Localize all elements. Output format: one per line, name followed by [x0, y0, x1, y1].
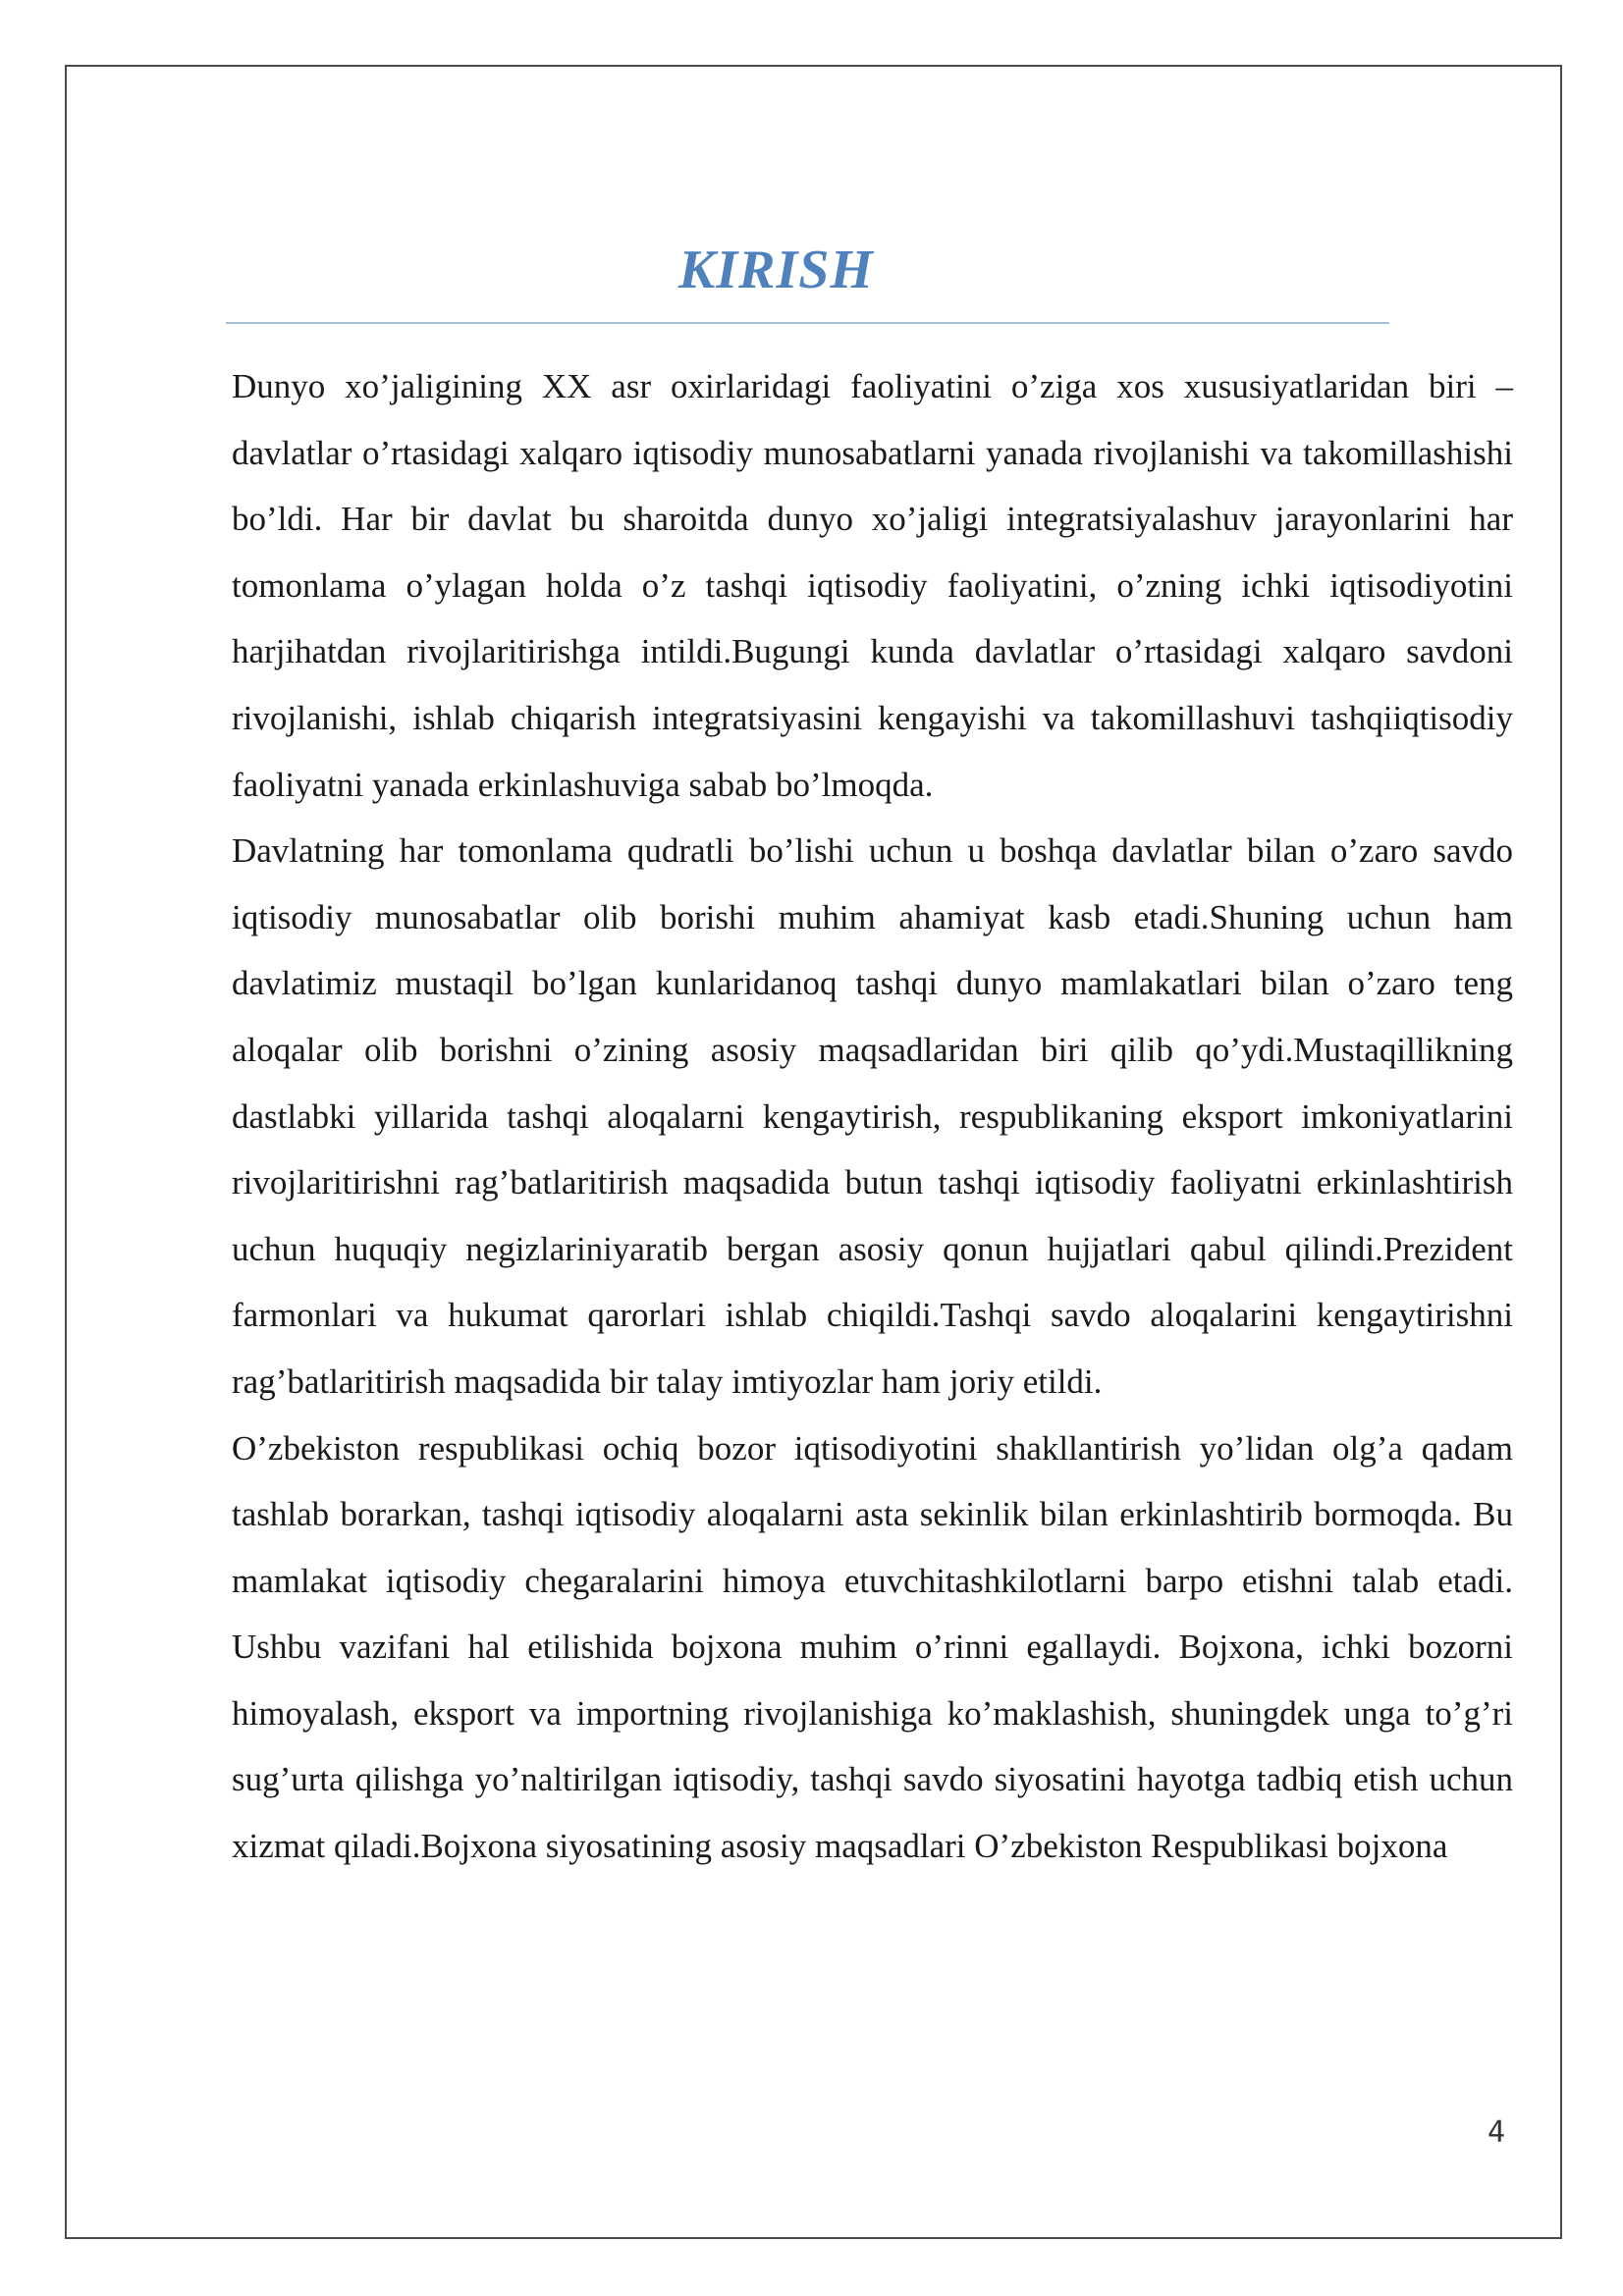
- heading-underline: [226, 322, 1389, 324]
- page-number: 4: [1487, 2115, 1505, 2150]
- body-text: [232, 353, 1513, 1880]
- section-heading: [226, 236, 1389, 304]
- paragraph-1: Dunyo xo’jaligining XX asr oxirlaridagi faoliyatini o’ziga xos xususiyatlaridan biri – davlatlar o’rtasidagi xalqaro iqtisodiy munosabatlarni yanada rivojlanishi va takomillashishi bo’ldi. Har bir davlat bu sharoitda dunyo xo’jaligi integratsiyalashuv jarayonlarini har tomonlama o’ylagan holda o’z tashqi iqtisodiy faoliyatini, o’zning ichki iqtisodiyotini harjihatdan rivojlaritirishga intildi.Bugungi kunda davlatlar o’rtasidagi xalqaro savdoni rivojlanishi, ishlab chiqarish integratsiyasini kengayishi va takomillashuvi tashqiiqtisodiy faoliyatni yanada erkinlashuviga sabab bo’lmoqda.: [232, 367, 1513, 804]
- paragraph-2: Davlatning har tomonlama qudratli bo’lishi uchun u boshqa davlatlar bilan o’zaro savdo iqtisodiy munosabatlar olib borishi muhim ahamiyat kasb etadi.Shuning uchun ham davlatimiz mustaqil bo’lgan kunlaridanoq tashqi dunyo mamlakatlari bilan o’zaro teng aloqalar olib borishni o’zining asosiy maqsadlaridan biri qilib qo’ydi.Mustaqillikning dastlabki yillarida tashqi aloqalarni kengaytirish, respublikaning eksport imkoniyatlarini rivojlaritirishni rag’batlaritirish maqsadida butun tashqi iqtisodiy faoliyatni erkinlashtirish uchun huquqiy negizlariniyaratib bergan asosiy qonun hujjatlari qabul qilindi.Prezident farmonlari va hukumat qarorlari ishlab chiqildi.Tashqi savdo aloqalarini kengaytirishni rag’batlaritirish maqsadida bir talay imtiyozlar ham joriy etildi.: [232, 831, 1513, 1401]
- paragraph-3: O’zbekiston respublikasi ochiq bozor iqtisodiyotini shakllantirish yo’lidan olg’a qadam tashlab borarkan, tashqi iqtisodiy aloqalarni asta sekinlik bilan erkinlashtirib bormoqda. Bu mamlakat iqtisodiy chegaralarini himoya etuvchitashkilotlarni barpo etishni talab etadi. Ushbu vazifani hal etilishida bojxona muhim o’rinni egallaydi. Bojxona, ichki bozorni himoyalash, eksport va importning rivojlanishiga ko’maklashish, shuningdek unga to’g’ri sug’urta qilishga yo’naltirilgan iqtisodiy, tashqi savdo siyosatini hayotga tadbiq etish uchun xizmat qiladi.Bojxona siyosatining asosiy maqsadlari O’zbekiston Respublikasi bojxona: [232, 1428, 1513, 1866]
- page-title: KIRISH: [678, 240, 874, 300]
